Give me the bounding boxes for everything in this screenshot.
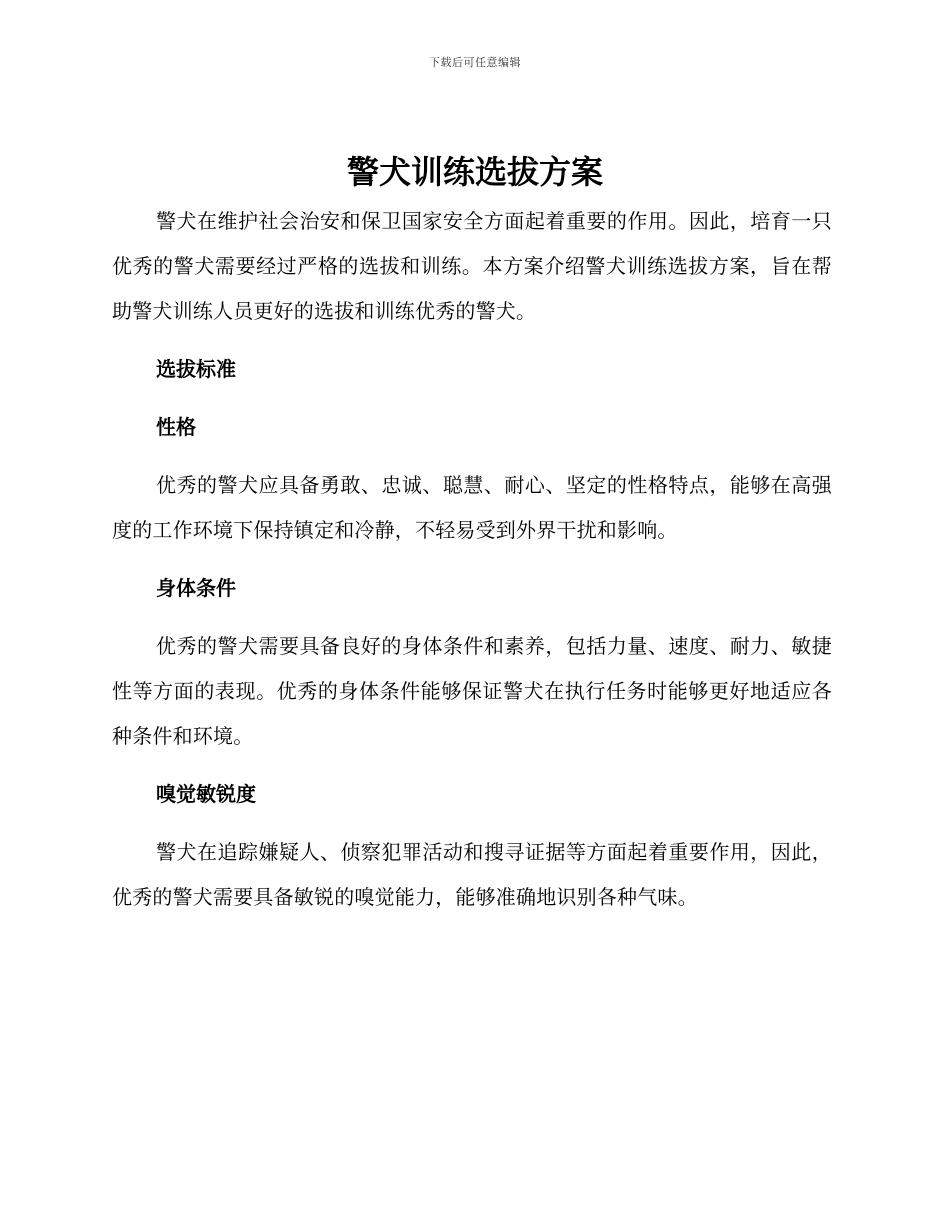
subsection-paragraph-olfactory: 警犬在追踪嫌疑人、侦察犯罪活动和搜寻证据等方面起着重要作用，因此，优秀的警犬需要具备敏锐的嗅觉能力，能够准确地识别各种气味。 [112, 840, 832, 909]
page-title: 警犬训练选拔方案 [346, 153, 603, 191]
section-heading-selection-criteria: 选拔标准 [156, 357, 236, 381]
subsection-paragraph-physical: 优秀的警犬需要具备良好的身体条件和素养，包括力量、速度、耐力、敏捷性等方面的表现。优秀的身体条件能够保证警犬在执行任务时能够更好地适应各种条件和环境。 [112, 634, 832, 748]
subsection-heading-temperament: 性格 [156, 415, 196, 439]
intro-paragraph: 警犬在维护社会治安和保卫国家安全方面起着重要的作用。因此，培育一只优秀的警犬需要经过严格的选拔和训练。本方案介绍警犬训练选拔方案，旨在帮助警犬训练人员更好的选拔和训练优秀的警犬。 [112, 209, 832, 323]
subsection-heading-olfactory: 嗅觉敏锐度 [156, 782, 256, 806]
header-note: 下载后可任意编辑 [429, 56, 521, 69]
document-body [112, 199, 832, 920]
subsection-paragraph-temperament: 优秀的警犬应具备勇敢、忠诚、聪慧、耐心、坚定的性格特点，能够在高强度的工作环境下保持镇定和冷静，不轻易受到外界干扰和影响。 [112, 473, 832, 542]
subsection-heading-physical: 身体条件 [156, 576, 236, 600]
